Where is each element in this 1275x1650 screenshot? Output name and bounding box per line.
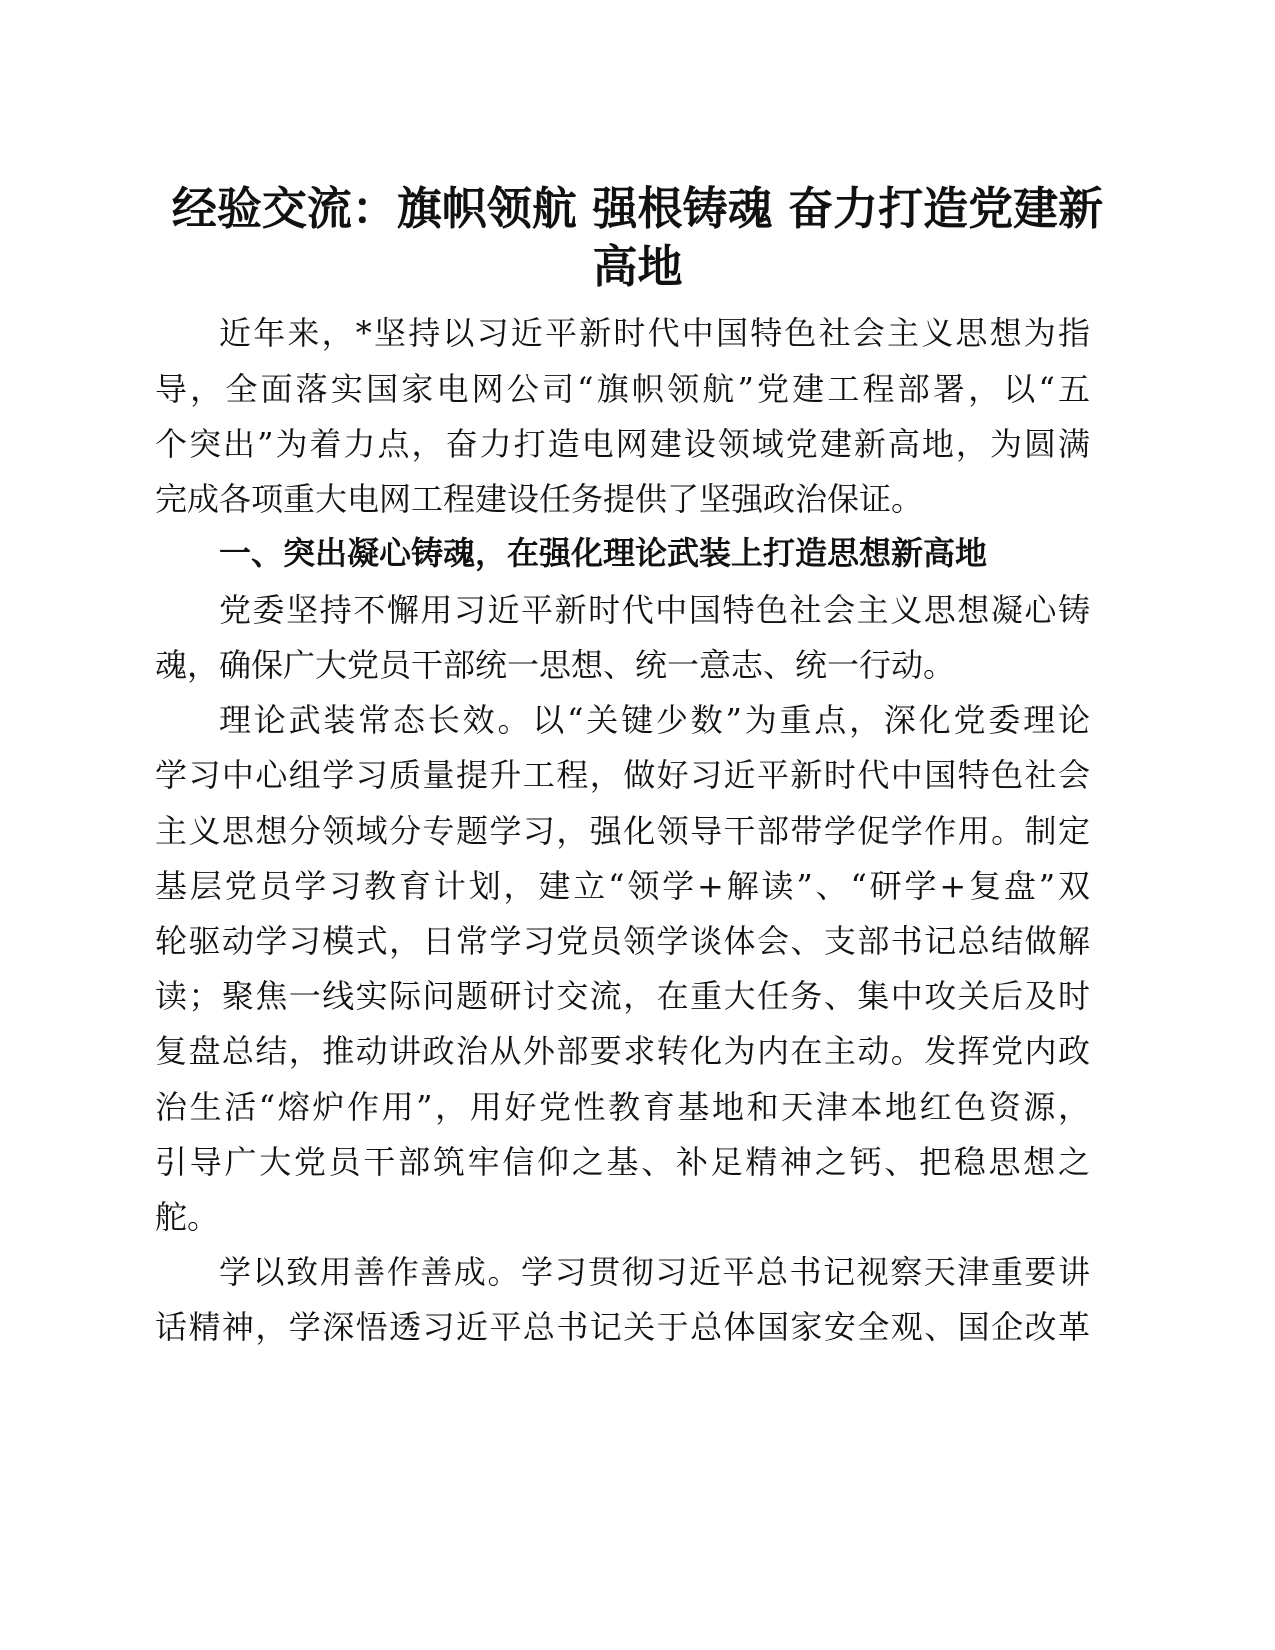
paragraph-line: 轮驱动学习模式，日常学习党员领学谈体会、支部书记总结做解 — [155, 922, 1090, 960]
paragraph-line: 魂，确保广大党员干部统一思想、统一意志、统一行动。 — [155, 646, 956, 684]
paragraph-line: 舵。 — [155, 1198, 220, 1236]
paragraph-line: 引导广大党员干部筑牢信仰之基、补足精神之钙、把稳思想之 — [155, 1143, 1090, 1181]
paragraph-line: 读；聚焦一线实际问题研讨交流，在重大任务、集中攻关后及时 — [155, 977, 1090, 1015]
paragraph-line: 完成各项重大电网工程建设任务提供了坚强政治保证。 — [155, 480, 924, 518]
section-heading: 一、突出凝心铸魂，在强化理论武装上打造思想新高地 — [219, 534, 988, 572]
paragraph-line: 导，全面落实国家电网公司“旗帜领航”党建工程部署，以“五 — [155, 370, 1090, 408]
paragraph-line: 复盘总结，推动讲政治从外部要求转化为内在主动。发挥党内政 — [155, 1032, 1090, 1070]
paragraph-line: 治生活“熔炉作用”，用好党性教育基地和天津本地红色资源， — [155, 1088, 1090, 1126]
paragraph-line: 个突出”为着力点，奋力打造电网建设领域党建新高地，为圆满 — [155, 425, 1090, 463]
paragraph-line: 话精神，学深悟透习近平总书记关于总体国家安全观、国企改革 — [155, 1308, 1090, 1346]
paragraph-line: 近年来，*坚持以习近平新时代中国特色社会主义思想为指 — [219, 314, 1090, 352]
document-title-line-2: 高地 — [592, 240, 683, 293]
paragraph-line: 理论武装常态长效。以“关键少数”为重点，深化党委理论 — [219, 701, 1090, 739]
paragraph-line: 学以致用善作善成。学习贯彻习近平总书记视察天津重要讲 — [219, 1253, 1090, 1291]
paragraph-line: 党委坚持不懈用习近平新时代中国特色社会主义思想凝心铸 — [219, 591, 1090, 629]
document-title-line-1: 经验交流：旗帜领航 强根铸魂 奋力打造党建新 — [171, 182, 1104, 235]
paragraph-line: 学习中心组学习质量提升工程，做好习近平新时代中国特色社会 — [155, 756, 1090, 794]
paragraph-line: 主义思想分领域分专题学习，强化领导干部带学促学作用。制定 — [155, 812, 1090, 850]
paragraph-line: 基层党员学习教育计划，建立“领学+解读”、“研学+复盘”双 — [155, 867, 1090, 905]
